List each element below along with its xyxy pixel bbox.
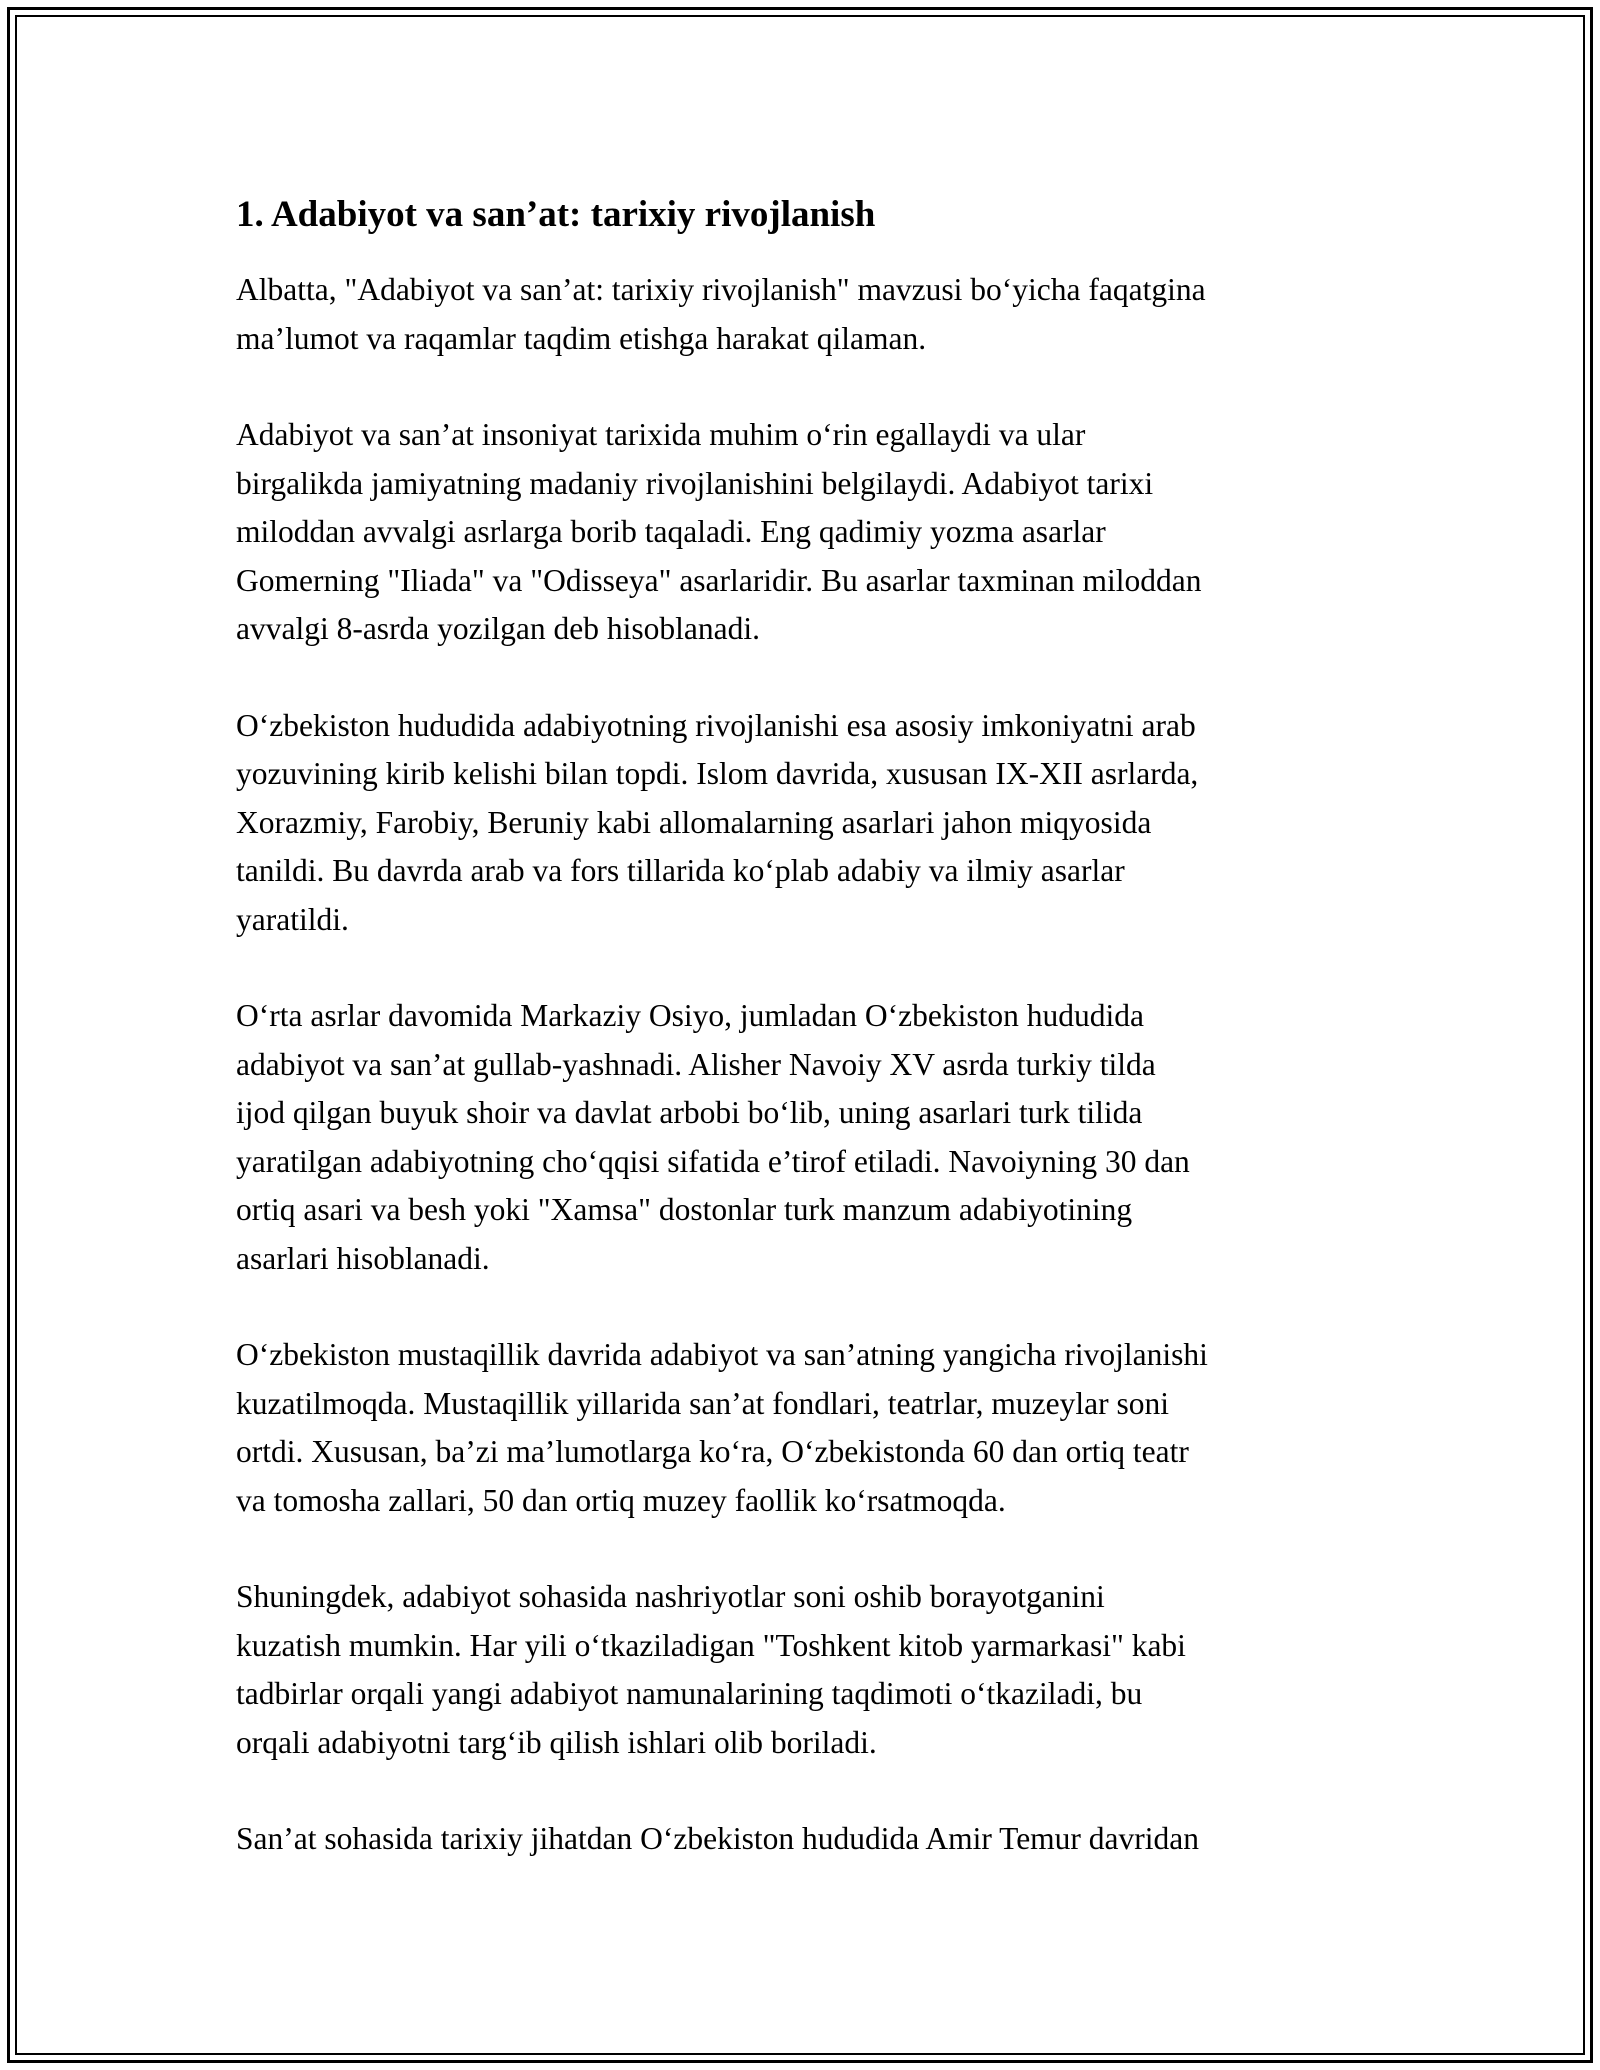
text-line: Shuningdek, adabiyot sohasida nashriyotlar soni oshib borayotganini [236, 1579, 1105, 1614]
document-title: 1. Adabiyot va san’at: tarixiy rivojlanish [236, 194, 876, 235]
text-line: Xorazmiy, Farobiy, Beruniy kabi allomalarning asarlari jahon miqyosida [236, 804, 1152, 840]
text-line: kuzatish mumkin. Har yili o‘tkaziladigan "Toshkent kitob yarmarkasi" kabi [236, 1627, 1186, 1663]
text-line: kuzatilmoqda. Mustaqillik yillarida san’at fondlari, teatrlar, muzeylar soni [236, 1385, 1169, 1421]
text-line: O‘zbekiston mustaqillik davrida adabiyot va san’atning yangicha rivojlanishi [236, 1337, 1208, 1372]
text-line: Gomerning "Iliada" va "Odisseya" asarlaridir. Bu asarlar taxminan miloddan [236, 562, 1202, 598]
paragraph [236, 411, 1376, 654]
paragraph [236, 266, 1376, 363]
text-line: O‘rta asrlar davomida Markaziy Osiyo, jumladan O‘zbekiston hududida [236, 998, 1144, 1033]
document-body [236, 180, 1376, 1912]
text-line: va tomosha zallari, 50 dan ortiq muzey faollik ko‘rsatmoqda. [236, 1482, 1006, 1518]
text-line: ma’lumot va raqamlar taqdim etishga harakat qilaman. [236, 320, 927, 356]
text-line: Albatta, "Adabiyot va san’at: tarixiy rivojlanish" mavzusi bo‘yicha faqatgina [236, 272, 1206, 307]
text-line: miloddan avvalgi asrlarga borib taqaladi. Eng qadimiy yozma asarlar [236, 514, 1106, 549]
paragraph [236, 702, 1376, 945]
text-line: San’at sohasida tarixiy jihatdan O‘zbekiston hududida Amir Temur davridan [236, 1821, 1199, 1856]
text-line: Adabiyot va san’at insoniyat tarixida muhim o‘rin egallaydi va ular [236, 417, 1086, 452]
text-line: ijod qilgan buyuk shoir va davlat arbobi bo‘lib, uning asarlari turk tilida [236, 1095, 1143, 1130]
text-line: ortdi. Xususan, ba’zi ma’lumotlarga ko‘ra, O‘zbekistonda 60 dan ortiq teatr [236, 1434, 1189, 1469]
text-line: adabiyot va san’at gullab-yashnadi. Alisher Navoiy XV asrda turkiy tilda [236, 1046, 1156, 1082]
text-line: O‘zbekiston hududida adabiyotning rivojlanishi esa asosiy imkoniyatni arab [236, 707, 1196, 743]
text-line: orqali adabiyotni targ‘ib qilish ishlari olib boriladi. [236, 1724, 877, 1760]
paragraph [236, 1331, 1376, 1525]
paragraph [236, 1573, 1376, 1767]
text-line: ortiq asari va besh yoki "Xamsa" dostonlar turk manzum adabiyotining [236, 1192, 1133, 1227]
text-line: tadbirlar orqali yangi adabiyot namunalarining taqdimoti o‘tkaziladi, bu [236, 1676, 1143, 1711]
text-line: yozuvining kirib kelishi bilan topdi. Islom davrida, xususan IX-XII asrlarda, [236, 756, 1199, 791]
paragraph [236, 992, 1376, 1283]
text-line: avvalgi 8-asrda yozilgan deb hisoblanadi. [236, 611, 760, 646]
paragraph [236, 1815, 1376, 1864]
text-line: asarlari hisoblanadi. [236, 1240, 490, 1276]
text-line: tanildi. Bu davrda arab va fors tillarida ko‘plab adabiy va ilmiy asarlar [236, 853, 1125, 888]
text-line: birgalikda jamiyatning madaniy rivojlanishini belgilaydi. Adabiyot tarixi [236, 465, 1154, 501]
text-line: yaratildi. [236, 901, 349, 937]
paragraph-list [236, 266, 1376, 1864]
text-line: yaratilgan adabiyotning cho‘qqisi sifatida e’tirof etiladi. Navoiyning 30 dan [236, 1143, 1190, 1179]
